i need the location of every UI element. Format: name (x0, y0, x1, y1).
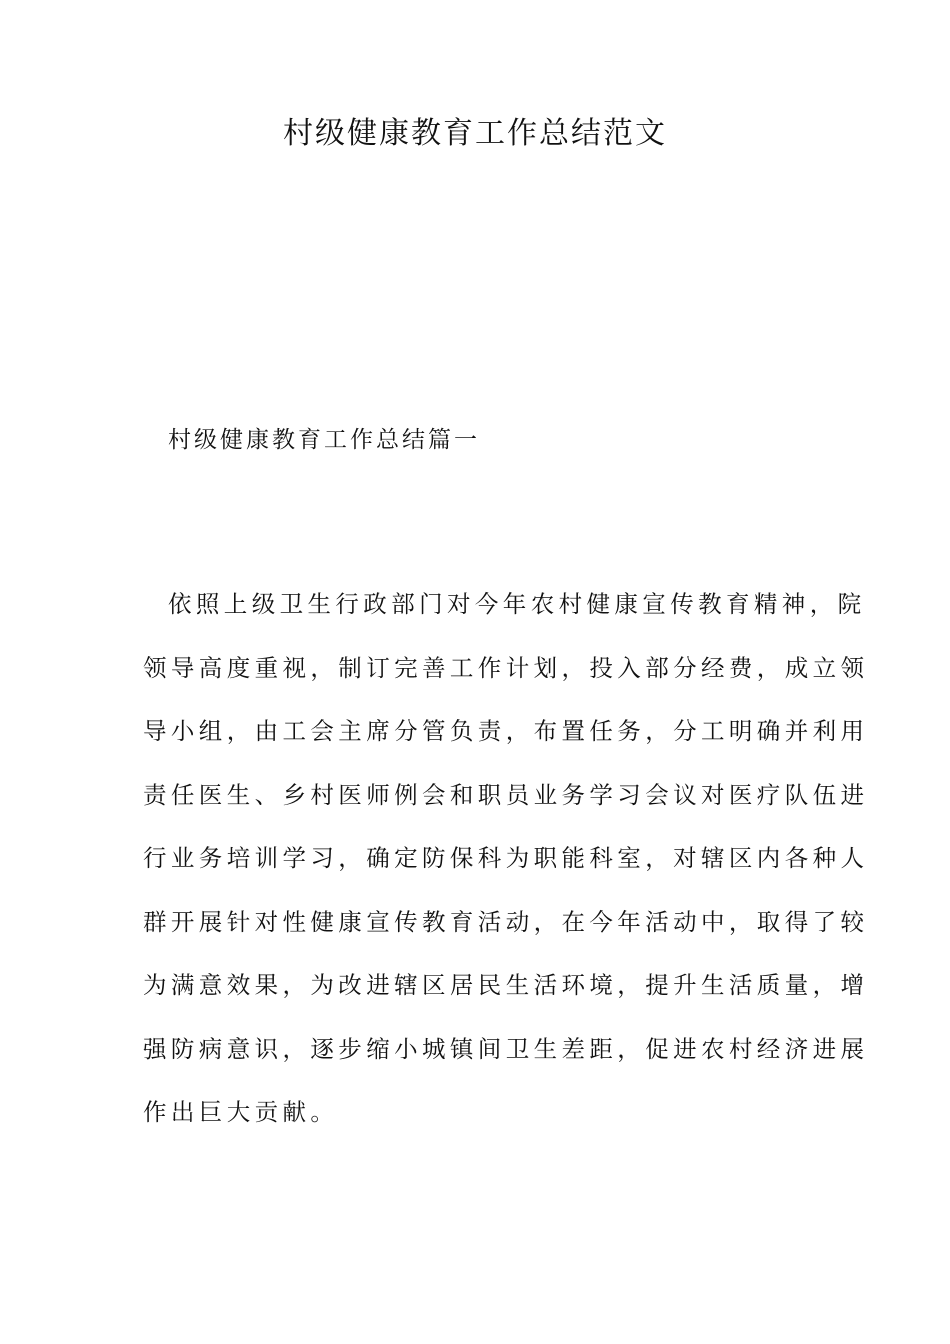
paragraph-line: 领导高度重视，制订完善工作计划，投入部分经费，成立领 (143, 653, 869, 682)
document-title: 村级健康教育工作总结范文 (283, 116, 667, 151)
section-heading: 村级健康教育工作总结篇一 (168, 427, 480, 453)
paragraph-line: 依照上级卫生行政部门对今年农村健康宣传教育精神，院 (168, 590, 866, 618)
paragraph-line: 作出巨大贡献。 (143, 1098, 339, 1126)
paragraph-line: 责任医生、乡村医师例会和职员业务学习会议对医疗队伍进 (143, 780, 869, 809)
body-paragraph (143, 582, 869, 1154)
paragraph-line: 为满意效果，为改进辖区居民生活环境，提升生活质量，增 (143, 971, 869, 999)
paragraph-line: 行业务培训学习，确定防保科为职能科室，对辖区内各种人 (143, 844, 869, 872)
paragraph-line: 导小组，由工会主席分管负责，布置任务，分工明确并利用 (143, 717, 869, 745)
paragraph-line: 强防病意识，逐步缩小城镇间卫生差距，促进农村经济进展 (143, 1034, 869, 1063)
paragraph-line: 群开展针对性健康宣传教育活动，在今年活动中，取得了较 (143, 907, 869, 936)
